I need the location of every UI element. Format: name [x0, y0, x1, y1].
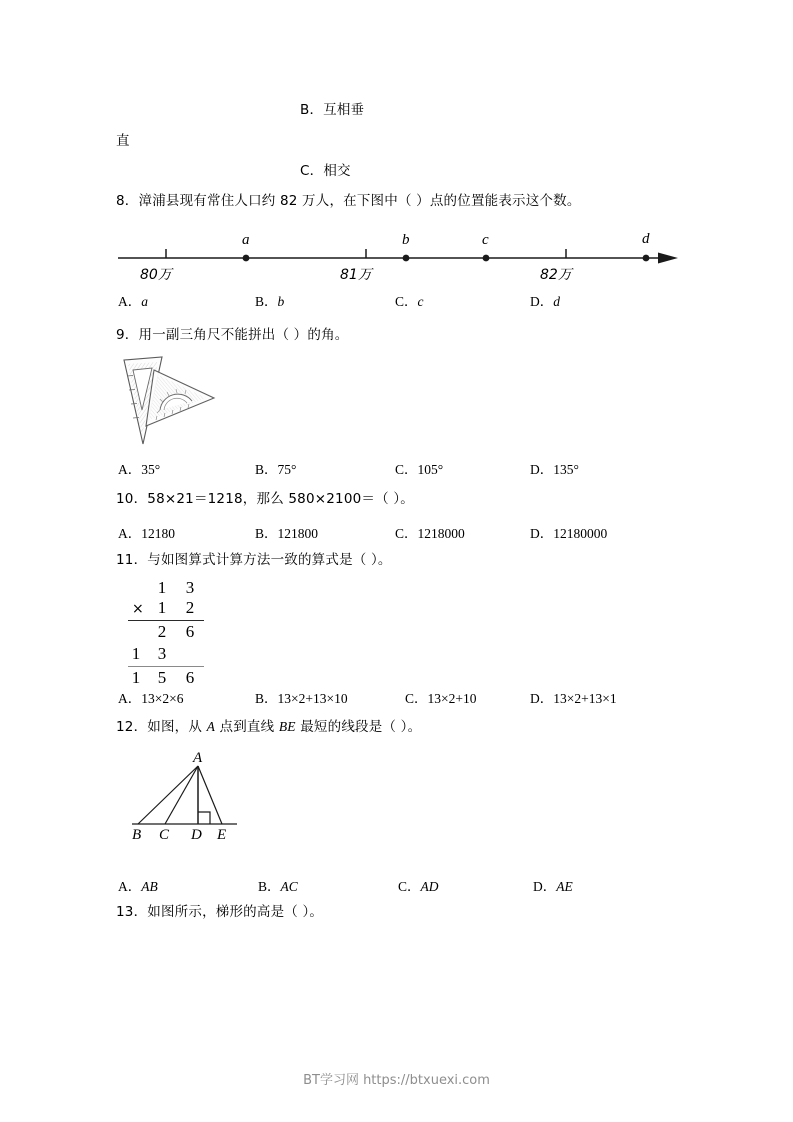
question-8-option-c[interactable] — [395, 290, 424, 310]
question-12-option-d[interactable] — [533, 875, 573, 895]
question-12-point-a: A — [206, 719, 216, 734]
vmult-multiplicand-tens: 1 — [157, 578, 167, 597]
vmult-operator-icon: × — [132, 601, 144, 617]
question-12-stem-before: 12．如图，从 — [116, 719, 207, 735]
question-12-line-be: BE — [278, 719, 296, 734]
vmult-multiplicand-ones: 3 — [185, 578, 195, 597]
option-value: 135° — [553, 462, 579, 477]
option-value: AD — [420, 879, 439, 894]
option-value: 13×2×6 — [141, 691, 184, 706]
question-8-option-b[interactable] — [255, 290, 284, 310]
carryover-option-b-wrap: 直 — [116, 133, 130, 149]
triangle-label-b: B — [132, 827, 142, 843]
triangle-label-d: D — [191, 827, 202, 843]
question-12-option-c[interactable] — [398, 875, 439, 895]
footer-watermark: BT学习网 https://btxuexi.com — [303, 1073, 490, 1088]
question-10-option-d[interactable] — [530, 522, 607, 542]
vmult-partial2-ones: 3 — [157, 644, 167, 663]
question-10-option-c[interactable] — [395, 522, 465, 542]
option-value: 1218000 — [417, 526, 465, 541]
option-value: 13×2+10 — [427, 691, 477, 706]
triangle-label-e: E — [217, 827, 227, 843]
question-10-option-a[interactable] — [118, 522, 175, 542]
option-key: D． — [530, 294, 554, 309]
option-key: A． — [118, 294, 142, 309]
triangle-label-c: C — [159, 827, 170, 843]
question-11-option-b[interactable] — [255, 687, 348, 707]
number-line-tick-label-2: 82万 — [540, 267, 572, 283]
number-line-point-label-d: d — [642, 231, 650, 247]
number-line-tick-label-1: 81万 — [340, 267, 372, 283]
question-12-option-b[interactable] — [258, 875, 298, 895]
option-key: C． — [395, 462, 418, 477]
vmult-partial2-tens: 1 — [131, 644, 141, 663]
question-12-option-a[interactable] — [118, 875, 158, 895]
vertical-multiplication-figure — [128, 578, 238, 687]
number-line-point-label-a: a — [242, 232, 250, 248]
option-value: 12180 — [141, 526, 175, 541]
option-key: B． — [255, 462, 278, 477]
option-value: AB — [141, 879, 158, 894]
question-11-stem: 11．与如图算式计算方法一致的算式是（ ）。 — [116, 552, 392, 568]
question-11-option-d[interactable] — [530, 687, 617, 707]
question-8-stem: 8．漳浦县现有常住人口约 82 万人，在下图中（ ）点的位置能表示这个数。 — [116, 193, 581, 209]
option-key: B． — [255, 526, 278, 541]
vmult-result-tens: 5 — [157, 668, 167, 687]
question-11-option-c[interactable] — [405, 687, 477, 707]
option-key: A． — [118, 691, 142, 706]
option-value: 13×2+13×10 — [277, 691, 348, 706]
option-value: 12180000 — [553, 526, 608, 541]
option-key: B． — [258, 879, 281, 894]
option-key: A． — [118, 879, 142, 894]
question-8-option-d[interactable] — [530, 290, 560, 310]
option-key: C． — [395, 526, 418, 541]
option-key: A． — [118, 526, 142, 541]
option-key: C． — [405, 691, 428, 706]
triangle-label-a: A — [193, 750, 203, 766]
question-11-option-a[interactable] — [118, 687, 183, 707]
question-10-option-b[interactable] — [255, 522, 318, 542]
option-key: D． — [530, 691, 554, 706]
vmult-result-ones: 6 — [185, 668, 195, 687]
carryover-option-c: C．相交 — [300, 163, 351, 179]
vmult-multiplier-ones: 2 — [185, 598, 195, 617]
carryover-option-b: B．互相垂 — [300, 102, 365, 118]
number-line-point-label-c: c — [482, 232, 489, 248]
option-key: D． — [530, 526, 554, 541]
question-8-option-a[interactable] — [118, 290, 148, 310]
option-key: C． — [395, 294, 418, 309]
question-10-stem: 10．58×21＝1218，那么 580×2100＝（ ）。 — [116, 491, 414, 507]
question-9-option-b[interactable] — [255, 458, 296, 478]
question-13-stem: 13．如图所示，梯形的高是（ ）。 — [116, 904, 324, 920]
option-value: AC — [280, 879, 298, 894]
option-key: D． — [533, 879, 557, 894]
question-9-option-a[interactable] — [118, 458, 160, 478]
option-value: 75° — [277, 462, 297, 477]
option-value: 121800 — [277, 526, 319, 541]
option-value: b — [277, 294, 285, 309]
option-value: 35° — [141, 462, 161, 477]
option-key: D． — [530, 462, 554, 477]
number-line-point-label-b: b — [402, 232, 410, 248]
number-line-tick-label-0: 80万 — [140, 267, 172, 283]
option-key: C． — [398, 879, 421, 894]
option-value: 105° — [417, 462, 444, 477]
number-line-figure — [118, 228, 678, 290]
triangle-perpendicular-figure — [132, 752, 247, 852]
question-9-stem: 9．用一副三角尺不能拼出（ ）的角。 — [116, 327, 349, 343]
vmult-multiplier-tens: 1 — [157, 598, 167, 617]
option-value: 13×2+13×1 — [553, 691, 617, 706]
vmult-result-hundreds: 1 — [131, 668, 141, 687]
question-9-option-d[interactable] — [530, 458, 579, 478]
question-12-stem — [116, 719, 421, 735]
option-value: c — [417, 294, 424, 309]
option-value: d — [553, 294, 560, 309]
option-key: B． — [255, 691, 278, 706]
vmult-partial1-ones: 6 — [185, 622, 195, 641]
question-12-stem-after: 最短的线段是（ ）。 — [295, 719, 422, 735]
option-key: A． — [118, 462, 142, 477]
option-value: a — [141, 294, 148, 309]
set-squares-figure — [116, 352, 228, 457]
question-9-option-c[interactable] — [395, 458, 443, 478]
vmult-partial1-tens: 2 — [157, 622, 167, 641]
option-key: B． — [255, 294, 278, 309]
option-value: AE — [556, 879, 573, 894]
question-12-stem-mid: 点到直线 — [215, 719, 279, 735]
